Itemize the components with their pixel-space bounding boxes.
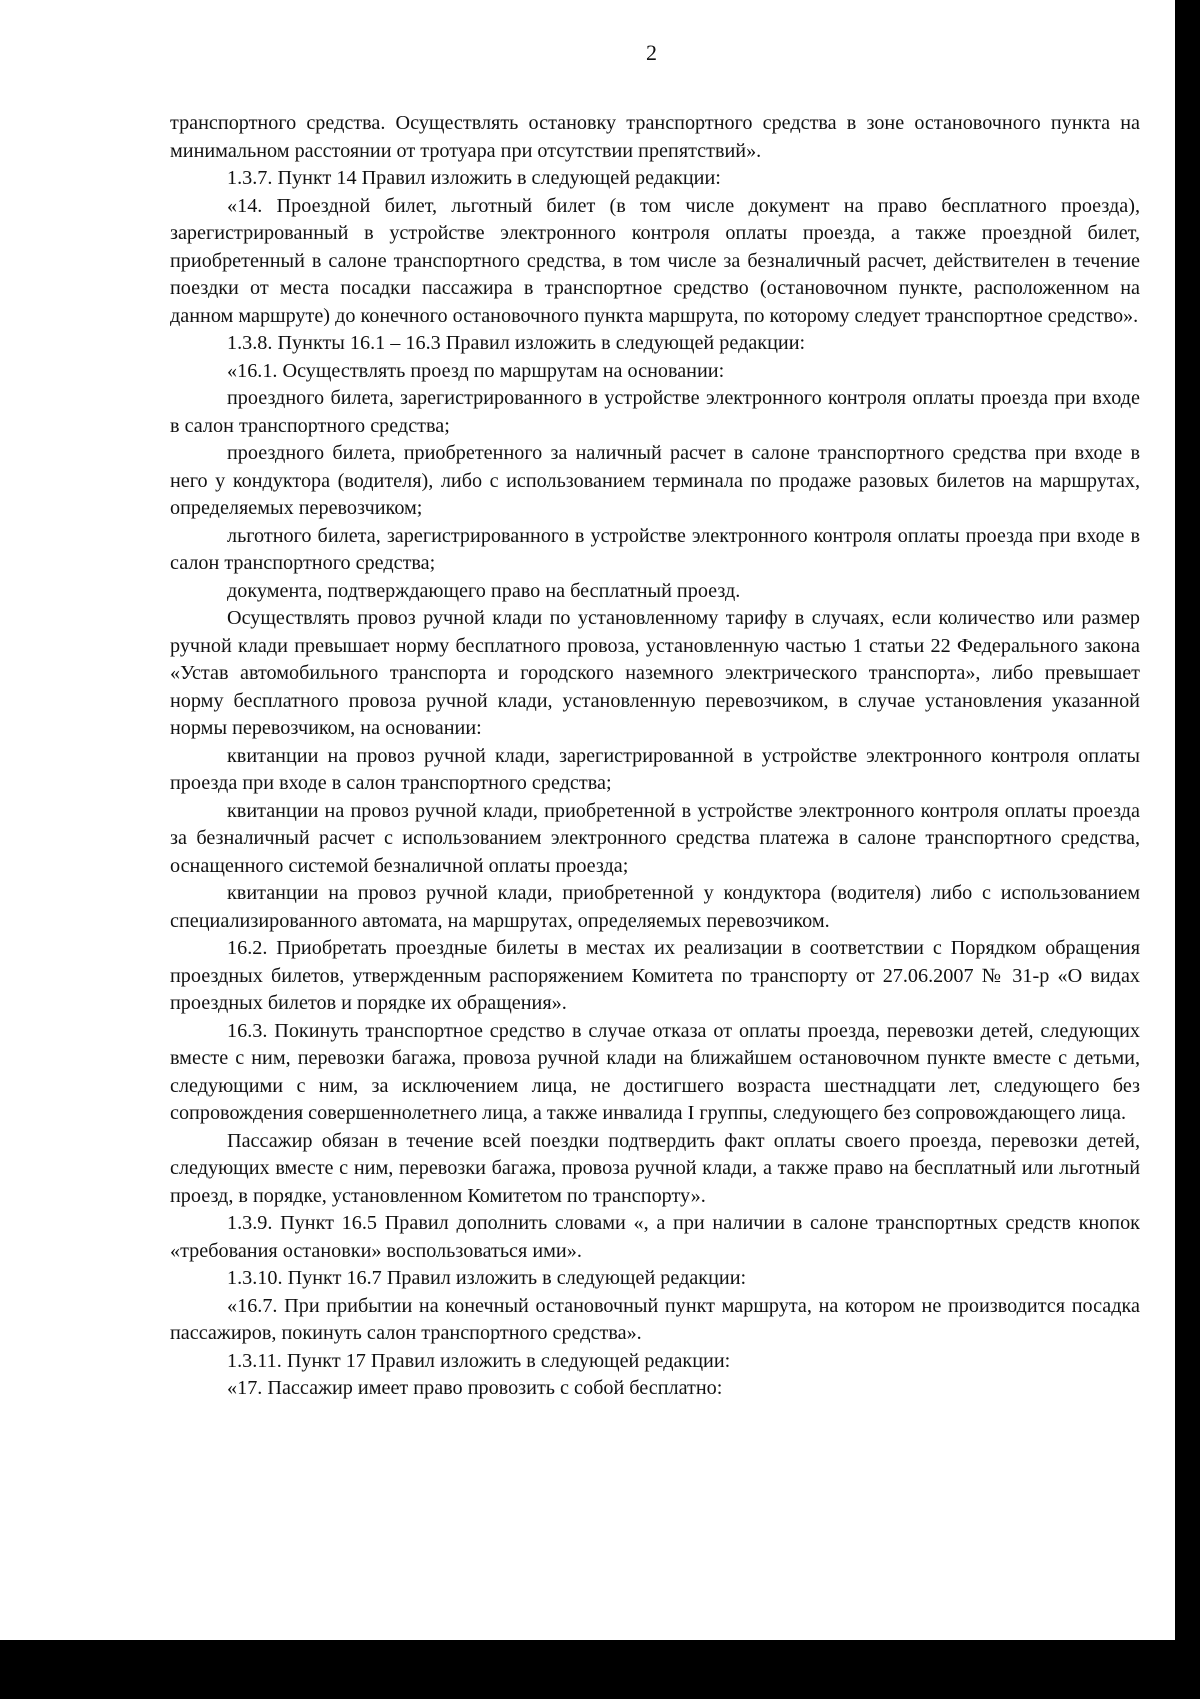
paragraph: квитанции на провоз ручной клади, приобретенной в устройстве электронного контроля оплаты проезда за безналичный расчет с использованием электронного средства платежа в салоне транспортного средства, оснащенного системой безналичной оплаты проезда; [170,799,1140,877]
scan-border-bottom [0,1640,1200,1699]
paragraph: «17. Пассажир имеет право провозить с собой бесплатно: [227,1377,723,1399]
paragraph: «16.7. При прибытии на конечный остановочный пункт маршрута, на котором не производится посадка пассажиров, покинуть салон транспортного средства». [170,1294,1140,1344]
paragraph: 1.3.8. Пункты 16.1 – 16.3 Правил изложить в следующей редакции: [227,332,806,354]
paragraph: квитанции на провоз ручной клади, зарегистрированной в устройстве электронного контроля оплаты проезда при входе в салон транспортного средства; [170,744,1140,794]
paragraph: «14. Проездной билет, льготный билет (в том числе документ на право бесплатного проезда), зарегистрированный в устройстве электронного контроля оплаты проезда, а также проездной билет, приобретенный в салоне транспортного средства, в том числе за безналичный расчет, действителен в течение поездки от места посадки пассажира в транспортное средство (остановочном пункте, расположенном на данном маршруте) до конечного остановочного пункта маршрута, по которому следует транспортное средство». [170,194,1140,327]
paragraph: 1.3.9. Пункт 16.5 Правил дополнить словами «, а при наличии в салоне транспортных средств кнопок «требования остановки» воспользоваться ими». [170,1212,1140,1262]
paragraph: «16.1. Осуществлять проезд по маршрутам на основании: [227,359,725,382]
paragraph: документа, подтверждающего право на бесплатный проезд. [227,579,741,602]
paragraph: льготного билета, зарегистрированного в устройстве электронного контроля оплаты проезда при входе в салон транспортного средства; [170,524,1140,574]
paragraph: транспортного средства. Осуществлять остановку транспортного средства в зоне остановочного пункта на минимальном расстоянии от тротуара при отсутствии препятствий». [170,112,1140,162]
paragraph: проездного билета, зарегистрированного в устройстве электронного контроля оплаты проезда при входе в салон транспортного средства; [170,387,1140,437]
paragraph: 1.3.7. Пункт 14 Правил изложить в следующей редакции: [227,167,721,189]
page-number: 2 [646,40,657,65]
paragraph: Осуществлять провоз ручной клади по установленному тарифу в случаях, если количество или размер ручной клади превышает норму бесплатного провоза, установленную частью 1 статьи 22 Федерального закона «Устав автомобильного транспорта и городского наземного электрического транспорта», либо превышает норму бесплатного провоза ручной клади, установленную перевозчиком, в случае установления указанной нормы перевозчиком, на основании: [170,607,1140,739]
paragraph: 1.3.11. Пункт 17 Правил изложить в следующей редакции: [227,1349,731,1372]
scan-border-right [1175,0,1200,1699]
paragraph: 16.3. Покинуть транспортное средство в случае отказа от оплаты проезда, перевозки детей, следующих вместе с ним, перевозки багажа, провоза ручной клади на ближайшем остановочном пункте вместе с детьми, следующими с ним, за исключением лица, не достигшего возраста шестнадцати лет, следующего без сопровождения совершеннолетнего лица, а также инвалида I группы, следующего без сопровождающего лица. [170,1019,1140,1124]
paragraph: проездного билета, приобретенного за наличный расчет в салоне транспортного средства при входе в него у кондуктора (водителя), либо с использованием терминала по продаже разовых билетов на маршрутах, определяемых перевозчиком; [170,442,1140,519]
paragraph: квитанции на провоз ручной клади, приобретенной у кондуктора (водителя) либо с использованием специализированного автомата, на маршрутах, определяемых перевозчиком. [170,882,1140,932]
paragraph: Пассажир обязан в течение всей поездки подтвердить факт оплаты своего проезда, перевозки детей, следующих вместе с ним, перевозки багажа, провоза ручной клади, а также право на бесплатный или льготный проезд, в порядке, установленном Комитетом по транспорту». [170,1129,1140,1207]
paragraph: 16.2. Приобретать проездные билеты в местах их реализации в соответствии с Порядком обращения проездных билетов, утвержденным распоряжением Комитета по транспорту от 27.06.2007 № 31-р «О видах проездных билетов и порядке их обращения». [170,937,1140,1014]
document-body [170,110,1140,1403]
paragraph: 1.3.10. Пункт 16.7 Правил изложить в следующей редакции: [227,1267,747,1289]
